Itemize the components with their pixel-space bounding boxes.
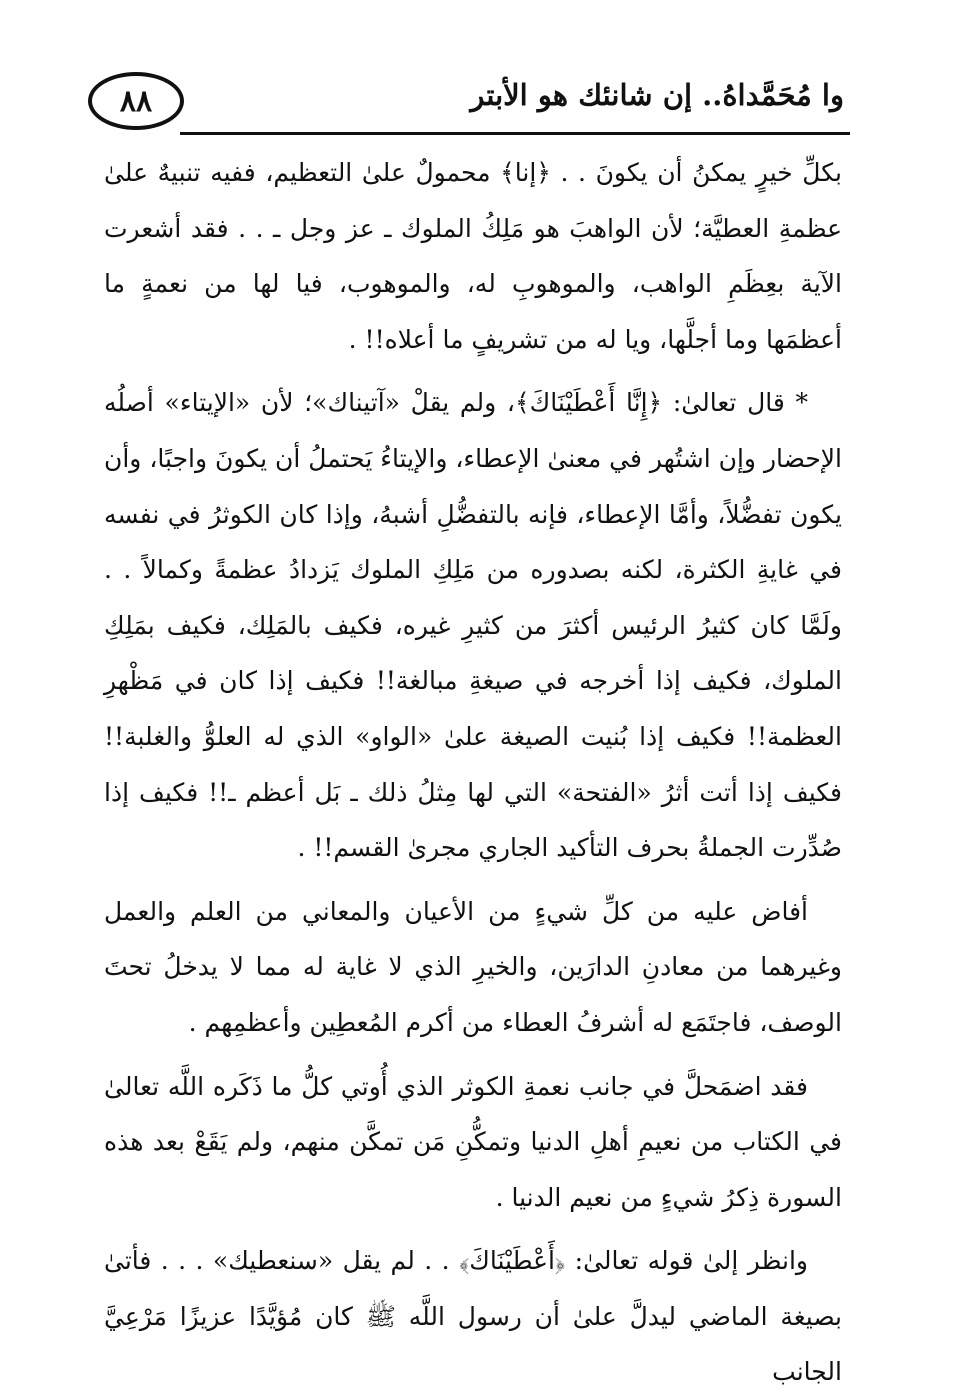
page-number: ٨٨ bbox=[88, 72, 184, 130]
paragraph-3: أفاض عليه من كلِّ شيءٍ من الأعيان والمعاني من العلم والعمل وغيرهما من معادنِ الدارَين، والخيرِ الذي لا غاية له مما لا يدخلُ تحتَ الوصف، فاجتَمَع له أشرفُ العطاء من أكرم المُعطِين وأعظمِهم . bbox=[104, 896, 842, 1037]
page-header bbox=[88, 58, 850, 138]
paragraph-1: بكلِّ خيرٍ يمكنُ أن يكونَ . . ﴿إنا﴾ محمولٌ علىٰ التعظيم، ففيه تنبيهٌ علىٰ عظمةِ العطيَّة؛ لأن الواهبَ هو مَلِكُ الملوك ـ عز وجل ـ . . فقد أشعرت الآية بعِظَمِ الواهب، والموهوبِ له، والموهوب، فيا لها من نعمةٍ ما أعظمَها وما أجلَّها، ويا له من تشريفٍ ما أعلاه!! . bbox=[104, 158, 842, 354]
running-title: وا مُحَمَّداهُ.. إن شانئك هو الأبتر bbox=[470, 78, 844, 112]
header-rule bbox=[180, 132, 850, 135]
paragraph-4: فقد اضمَحلَّ في جانب نعمةِ الكوثر الذي أُوتي كلُّ ما ذَكَره اللَّه تعالىٰ في الكتاب من نعيمِ أهلِ الدنيا وتمكُّنِ مَن تمكَّن منهم، ولم يَقَعْ بعد هذه السورة ذِكرُ شيءٍ من نعيم الدنيا . bbox=[104, 1071, 842, 1212]
paragraph-5: وانظر إلىٰ قوله تعالىٰ: ﴿أَعْطَيْنَاكَ﴾ . . لم يقل «سنعطيك» . . . فأتىٰ بصيغة الماضي ليدلَّ علىٰ أن رسول اللَّه ﷺ كان مُؤيَّدًا عزيزًا مَرْعِيَّ الجانب bbox=[104, 1246, 842, 1387]
paragraph-2: * قال تعالىٰ: ﴿إِنَّا أَعْطَيْنَاكَ﴾، ولم يقلْ «آتيناك»؛ لأن «الإيتاء» أصلُه الإحضار وإن اشتُهر في معنىٰ الإعطاء، والإيتاءُ يَحتملُ أن يكونَ واجبًا، وأن يكون تفضُّلاً، وأمَّا الإعطاء، فإنه بالتفضُّلِ أشبهُ، وإذا كان الكوثرُ في نفسه في غايةِ الكثرة، لكنه بصدوره من مَلِكِ الملوك يَزدادُ عظمةً وكمالاً . . ولَمَّا كان كثيرُ الرئيس أكثرَ من كثيرِ غيره، فكيف بالمَلِك، فكيف بمَلِكِ الملوك، فكيف إذا أخرجه في صيغةِ مبالغة!! فكيف إذا كان في مَظْهرِ العظمة!! فكيف إذا بُنيت الصيغة علىٰ «الواو» الذي له العلوُّ والغلبة!! فكيف إذا أتت أثرُ «الفتحة» التي لها مِثلُ ذلك ـ بَل أعظم ـ!! فكيف إذا صُدِّرت الجملةُ بحرف التأكيد الجاري مجرىٰ القسم!! . bbox=[104, 388, 842, 863]
body-text bbox=[104, 145, 842, 1400]
